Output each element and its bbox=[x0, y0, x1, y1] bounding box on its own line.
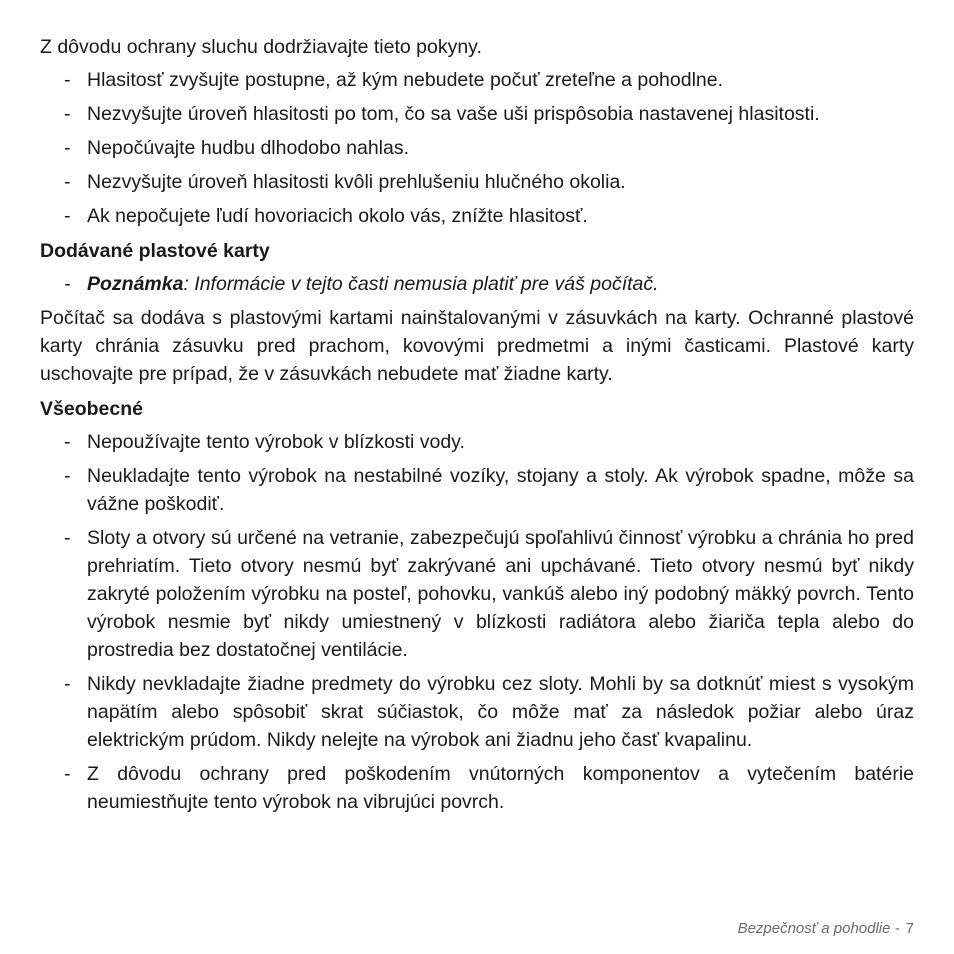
list-item: - Nezvyšujte úroveň hlasitosti po tom, čo sa vaše uši prispôsobia nastavenej hlasitosti. bbox=[64, 103, 820, 125]
general-list bbox=[40, 428, 914, 816]
list-item: - Nepoužívajte tento výrobok v blízkosti vody. bbox=[64, 431, 465, 453]
note-item: - Poznámka: Informácie v tejto časti nemusia platiť pre váš počítač. bbox=[64, 273, 659, 295]
list-item: - Ak nepočujete ľudí hovoriacich okolo vás, znížte hlasitosť. bbox=[64, 205, 588, 227]
note-text: : Informácie v tejto časti nemusia platiť pre váš počítač. bbox=[183, 273, 659, 295]
cards-paragraph: Počítač sa dodáva s plastovými kartami nainštalovanými v zásuvkách na karty. Ochranné plastové karty chránia zásuvku pred prachom, kovovými predmetmi a inými časticami. Plastové karty uschovajte pre prípad, že v zásuvkách nebudete mať žiadne karty. bbox=[40, 307, 914, 385]
section-heading-general: Všeobecné bbox=[40, 398, 143, 420]
list-item: - Sloty a otvory sú určené na vetranie, zabezpečujú spoľahlivú činnosť výrobku a chránia ho pred prehriatím. Tieto otvory nesmú byť zakrývané ani upchávané. Tieto otvory nesmú byť nikdy zakryté položením výrobku na posteľ, pohovku, vankúš alebo iný podobný mäkký povrch. Tento výrobok nesmie byť nikdy umiestnený v blízkosti radiátora alebo žiariča tepla alebo do prostredia bez dostatočnej ventilácie. bbox=[64, 527, 914, 661]
list-item: - Z dôvodu ochrany pred poškodením vnútorných komponentov a vytečením batérie neumiestňujte tento výrobok na vibrujúci povrch. bbox=[64, 763, 914, 813]
list-item: - Neukladajte tento výrobok na nestabilné vozíky, stojany a stoly. Ak výrobok spadne, môže sa vážne poškodiť. bbox=[64, 465, 914, 515]
list-item: - Nikdy nevkladajte žiadne predmety do výrobku cez sloty. Mohli by sa dotknúť miest s vysokým napätím alebo spôsobiť skrat súčiastok, čo môže mať za následok požiar alebo úraz elektrickým prúdom. Nikdy nelejte na výrobok ani žiadnu jeho časť kvapalinu. bbox=[64, 673, 914, 751]
document-page bbox=[40, 33, 914, 822]
page-footer bbox=[738, 915, 914, 943]
intro-text: Z dôvodu ochrany sluchu dodržiavajte tieto pokyny. bbox=[40, 36, 482, 58]
footer-title: Bezpečnosť a pohodlie - bbox=[737, 920, 900, 937]
page-number: 7 bbox=[905, 920, 914, 937]
list-item: - Nepočúvajte hudbu dlhodobo nahlas. bbox=[64, 137, 410, 159]
hearing-list bbox=[40, 66, 914, 230]
list-item: - Hlasitosť zvyšujte postupne, až kým nebudete počuť zreteľne a pohodlne. bbox=[64, 69, 724, 91]
cards-note-list bbox=[40, 270, 914, 298]
list-item: - Nezvyšujte úroveň hlasitosti kvôli prehlušeniu hlučného okolia. bbox=[64, 171, 626, 193]
section-heading-cards: Dodávané plastové karty bbox=[40, 240, 270, 262]
note-label: Poznámka bbox=[87, 273, 184, 295]
